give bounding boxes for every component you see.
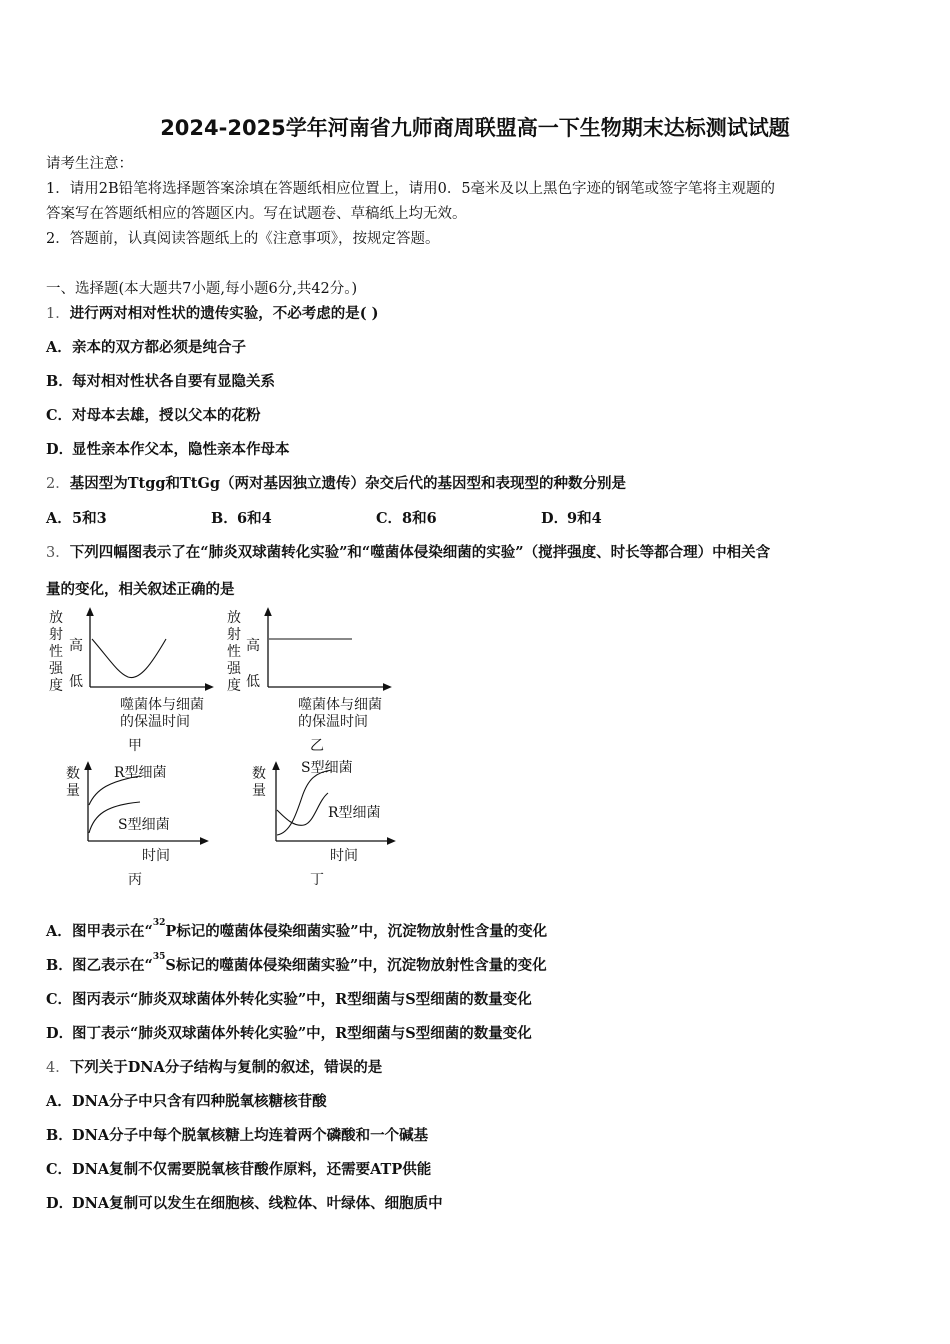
option-text: DNA分子中只含有四种脱氧核糖核苷酸 <box>72 1093 327 1110</box>
option-label: A． <box>46 923 72 940</box>
figure-jia-xlabel-2: 的保温时间 <box>120 714 190 730</box>
notice-line-1b: 答案写在答题纸相应的答题区内。写在试题卷、草稿纸上均无效。 <box>46 206 467 222</box>
figure-ding-ylabel-1: 数 <box>252 766 266 782</box>
figure-ding-label-r: R型细菌 <box>328 805 381 821</box>
figure-bing-label-r: R型细菌 <box>114 765 167 781</box>
figure-ding-label-s: S型细菌 <box>301 760 353 776</box>
figure-ding-curve-r <box>277 793 328 825</box>
q4-option-a <box>46 1090 327 1111</box>
figure-jia-xlabel-1: 噬菌体与细菌 <box>120 697 204 713</box>
question-3-stem-2: 量的变化，相关叙述正确的是 <box>46 581 235 598</box>
question-1-number: 1． <box>46 306 70 322</box>
q1-option-d <box>46 438 290 459</box>
option-label: A． <box>46 339 72 356</box>
option-label: D． <box>541 510 569 527</box>
question-4 <box>46 1056 382 1077</box>
option-label: B． <box>46 1127 73 1144</box>
figure-yi-ylabel-2: 射 <box>227 627 241 643</box>
figure-yi-low: 低 <box>246 674 260 690</box>
option-text: 显性亲本作父本，隐性亲本作母本 <box>72 441 290 458</box>
figure-bing-ylabel-2: 量 <box>66 783 80 799</box>
question-2 <box>46 472 626 493</box>
option-label: C． <box>376 510 403 527</box>
figure-yi-xlabel-2: 的保温时间 <box>298 714 368 730</box>
option-label: B． <box>211 510 238 527</box>
figure-bing <box>66 764 205 888</box>
figure-jia-ylabel-1: 放 <box>49 610 63 626</box>
option-label: D． <box>46 1025 74 1042</box>
figure-ding <box>252 759 392 888</box>
option-label: B． <box>46 957 73 974</box>
q2-option-a <box>46 507 107 528</box>
q3-figures <box>40 605 420 890</box>
figure-jia-ylabel-4: 强 <box>49 661 63 677</box>
option-text: DNA复制不仅需要脱氧核苷酸作原料，还需要ATP供能 <box>72 1161 432 1178</box>
notice-line-2: 2．答题前，认真阅读答题纸上的《注意事项》，按规定答题。 <box>46 231 440 247</box>
option-text-pre: 图甲表示在“ <box>72 923 153 940</box>
option-text: 图丁表示“肺炎双球菌体外转化实验”中，R型细菌与S型细菌的数量变化 <box>72 1025 532 1042</box>
option-label: D． <box>46 1195 74 1212</box>
figure-jia-ylabel-3: 性 <box>49 644 63 660</box>
option-text: 亲本的双方都必须是纯合子 <box>72 339 246 356</box>
figure-jia <box>49 610 210 754</box>
page-title: 2024-2025学年河南省九师商周联盟高一下生物期末达标测试试题 <box>160 116 790 140</box>
option-text: 8和6 <box>402 510 437 527</box>
q1-option-a <box>46 336 246 357</box>
q1-option-c <box>46 404 261 425</box>
figure-jia-low: 低 <box>69 674 83 690</box>
q3-option-d <box>46 1022 532 1043</box>
figure-yi-ylabel-1: 放 <box>227 610 241 626</box>
q2-option-d <box>541 507 602 528</box>
q4-option-c <box>46 1158 431 1179</box>
option-label: B． <box>46 373 73 390</box>
option-label: C． <box>46 407 73 424</box>
figure-jia-curve <box>92 639 166 678</box>
figure-bing-ylabel-1: 数 <box>66 766 80 782</box>
q2-option-b <box>211 507 272 528</box>
option-label: A． <box>46 1093 72 1110</box>
figure-ding-caption: 丁 <box>310 872 324 888</box>
figure-jia-high: 高 <box>69 638 83 654</box>
question-4-stem: 下列关于DNA分子结构与复制的叙述，错误的是 <box>69 1059 383 1076</box>
q3-option-a <box>46 920 547 941</box>
figure-yi-ylabel-4: 强 <box>227 661 241 677</box>
question-3-number: 3． <box>46 545 70 561</box>
question-1 <box>46 302 379 323</box>
figure-jia-caption: 甲 <box>128 738 142 754</box>
option-label: D． <box>46 441 74 458</box>
question-1-stem: 进行两对相对性状的遗传实验，不必考虑的是( ) <box>69 305 379 322</box>
figure-yi <box>227 610 388 754</box>
figure-yi-high: 高 <box>246 638 260 654</box>
figure-bing-caption: 丙 <box>128 872 142 888</box>
figure-yi-ylabel-3: 性 <box>227 644 241 660</box>
figure-yi-xlabel-1: 噬菌体与细菌 <box>298 697 382 713</box>
q3-option-c <box>46 988 532 1009</box>
question-3-stem-1: 下列四幅图表示了在“肺炎双球菌转化实验”和“噬菌体侵染细菌的实验”（搅拌强度、时长等都合理）中相关含 <box>69 544 771 561</box>
option-text: 5和3 <box>72 510 107 527</box>
q2-option-c <box>376 507 437 528</box>
q1-option-b <box>46 370 275 391</box>
figure-yi-ylabel-5: 度 <box>227 678 241 694</box>
question-2-number: 2． <box>46 476 70 492</box>
question-3 <box>46 541 770 562</box>
q4-option-b <box>46 1124 428 1145</box>
figure-ding-ylabel-2: 量 <box>252 783 266 799</box>
option-text: 9和4 <box>567 510 602 527</box>
figure-yi-caption: 乙 <box>310 738 324 754</box>
q3-option-b <box>46 954 547 975</box>
question-4-number: 4． <box>46 1060 70 1076</box>
figure-jia-ylabel-5: 度 <box>49 678 63 694</box>
figure-ding-xlabel: 时间 <box>330 848 358 864</box>
option-text: 每对相对性状各自要有显隐关系 <box>72 373 275 390</box>
option-label: A． <box>46 510 72 527</box>
option-text: 6和4 <box>237 510 272 527</box>
figure-bing-label-s: S型细菌 <box>118 817 170 833</box>
option-text: DNA复制可以发生在细胞核、线粒体、叶绿体、细胞质中 <box>72 1195 443 1212</box>
option-text-pre: 图乙表示在“ <box>72 957 153 974</box>
section-heading: 一、选择题(本大题共7小题,每小题6分,共42分。) <box>46 281 358 297</box>
option-text: 图丙表示“肺炎双球菌体外转化实验”中，R型细菌与S型细菌的数量变化 <box>72 991 532 1008</box>
option-label: C． <box>46 1161 73 1178</box>
figure-bing-xlabel: 时间 <box>142 848 170 864</box>
option-text-post: P标记的噬菌体侵染细菌实验”中，沉淀物放射性含量的变化 <box>165 923 548 940</box>
figure-jia-ylabel-2: 射 <box>49 627 63 643</box>
option-text: 对母本去雄，授以父本的花粉 <box>72 407 261 424</box>
option-label: C． <box>46 991 73 1008</box>
option-text-post: S标记的噬菌体侵染细菌实验”中，沉淀物放射性含量的变化 <box>165 957 547 974</box>
question-2-stem: 基因型为Ttgg和TtGg（两对基因独立遗传）杂交后代的基因型和表现型的种数分别是 <box>69 475 627 492</box>
option-text: DNA分子中每个脱氧核糖上均连着两个磷酸和一个碱基 <box>72 1127 429 1144</box>
notice-heading: 请考生注意： <box>46 156 133 172</box>
option-superscript: 32 <box>152 918 166 928</box>
notice-line-1: 1．请用2B铅笔将选择题答案涂填在答题纸相应位置上，请用0．5毫米及以上黑色字迹的钢笔或签字笔将主观题的 <box>46 181 776 197</box>
q4-option-d <box>46 1192 443 1213</box>
option-superscript: 35 <box>152 952 166 962</box>
